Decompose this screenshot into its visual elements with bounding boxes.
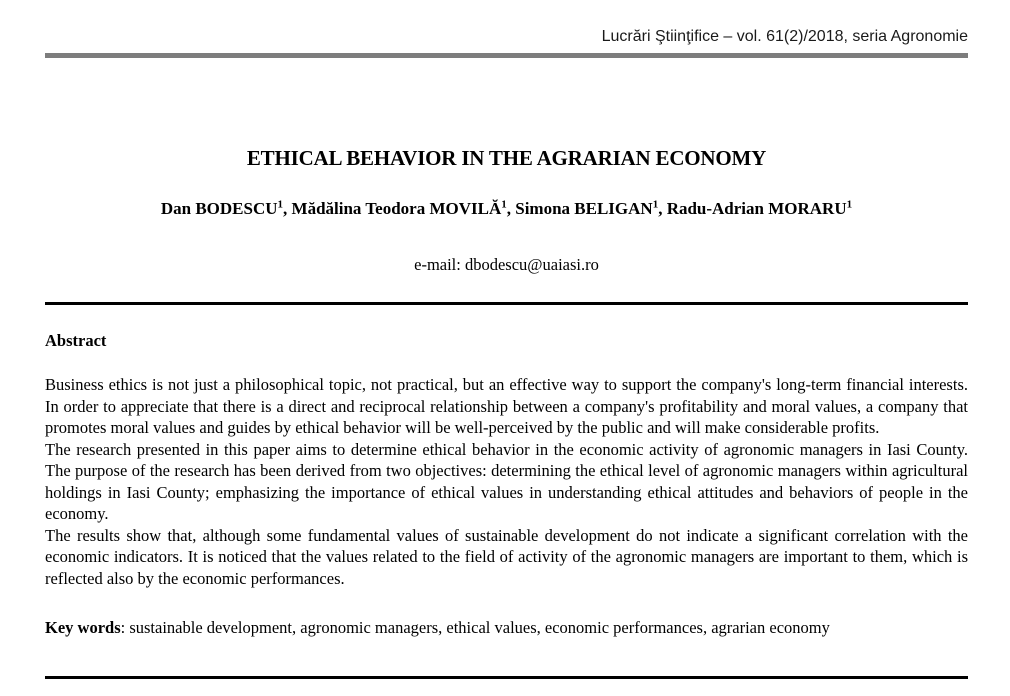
email-line: e-mail: dbodescu@uaiasi.ro — [414, 255, 599, 274]
keywords-label: Key words — [45, 618, 121, 637]
author-name: Dan BODESCU$^1$ — [160, 198, 284, 218]
journal-header: Lucrări Ştiinţifice – vol. 61(2)/2018, seria Agronomie — [601, 28, 968, 45]
author-affiliation-mark: 1 — [846, 198, 853, 211]
abstract-paragraph: The research presented in this paper aims to determine ethical behavior in the economic activity of agronomic managers in Iasi County. The purpose of the research has been derived from two objectives: determining the ethical level of agronomic managers within agricultural holdings in Iasi County; emphasizing the importance of ethical values in understanding ethical attitudes and behaviors of people in the economy. — [45, 439, 968, 523]
author-affiliation-mark: 1 — [652, 198, 659, 211]
author-affiliation-mark: 1 — [501, 198, 507, 211]
abstract-top-rule — [45, 302, 968, 305]
abstract-body — [45, 374, 968, 589]
author-name: Mădălina Teodora MOVILĂ$^1$ — [291, 198, 507, 218]
keywords-line — [45, 618, 968, 638]
author-name: Radu-Adrian MORARU$^1$ — [666, 198, 853, 218]
abstract-paragraph: The results show that, although some fundamental values of sustainable development do not indicate a significant correlation with the economic indicators. It is noticed that the values related to the field of activity of the agronomic managers are important to them, which is reflected also by the economic performances. — [45, 525, 968, 588]
header-rule — [45, 53, 968, 58]
keywords-text: : sustainable development, agronomic managers, ethical values, economic performances, agrarian economy — [120, 618, 830, 637]
page-title: ETHICAL BEHAVIOR IN THE AGRARIAN ECONOMY — [246, 146, 767, 170]
page-bottom-rule — [45, 676, 968, 679]
author-affiliation-mark: 1 — [277, 198, 284, 211]
author-name: Simona BELIGAN$^1$ — [515, 198, 659, 218]
abstract-heading: Abstract — [45, 331, 107, 350]
authors-line: Dan BODESCU$^1$, Mădălina Teodora MOVILĂ$^1$, Simona BELIGAN$^1$, Radu-Adrian MORARU$^1$ — [160, 198, 853, 218]
abstract-paragraph: Business ethics is not just a philosophical topic, not practical, but an effective way to support the company's long-term financial interests. In order to appreciate that there is a direct and reciprocal relationship between a company's profitability and moral values, a company that promotes moral values and guides by ethical behavior will be well-perceived by the public and will make considerable profits. — [45, 375, 968, 437]
